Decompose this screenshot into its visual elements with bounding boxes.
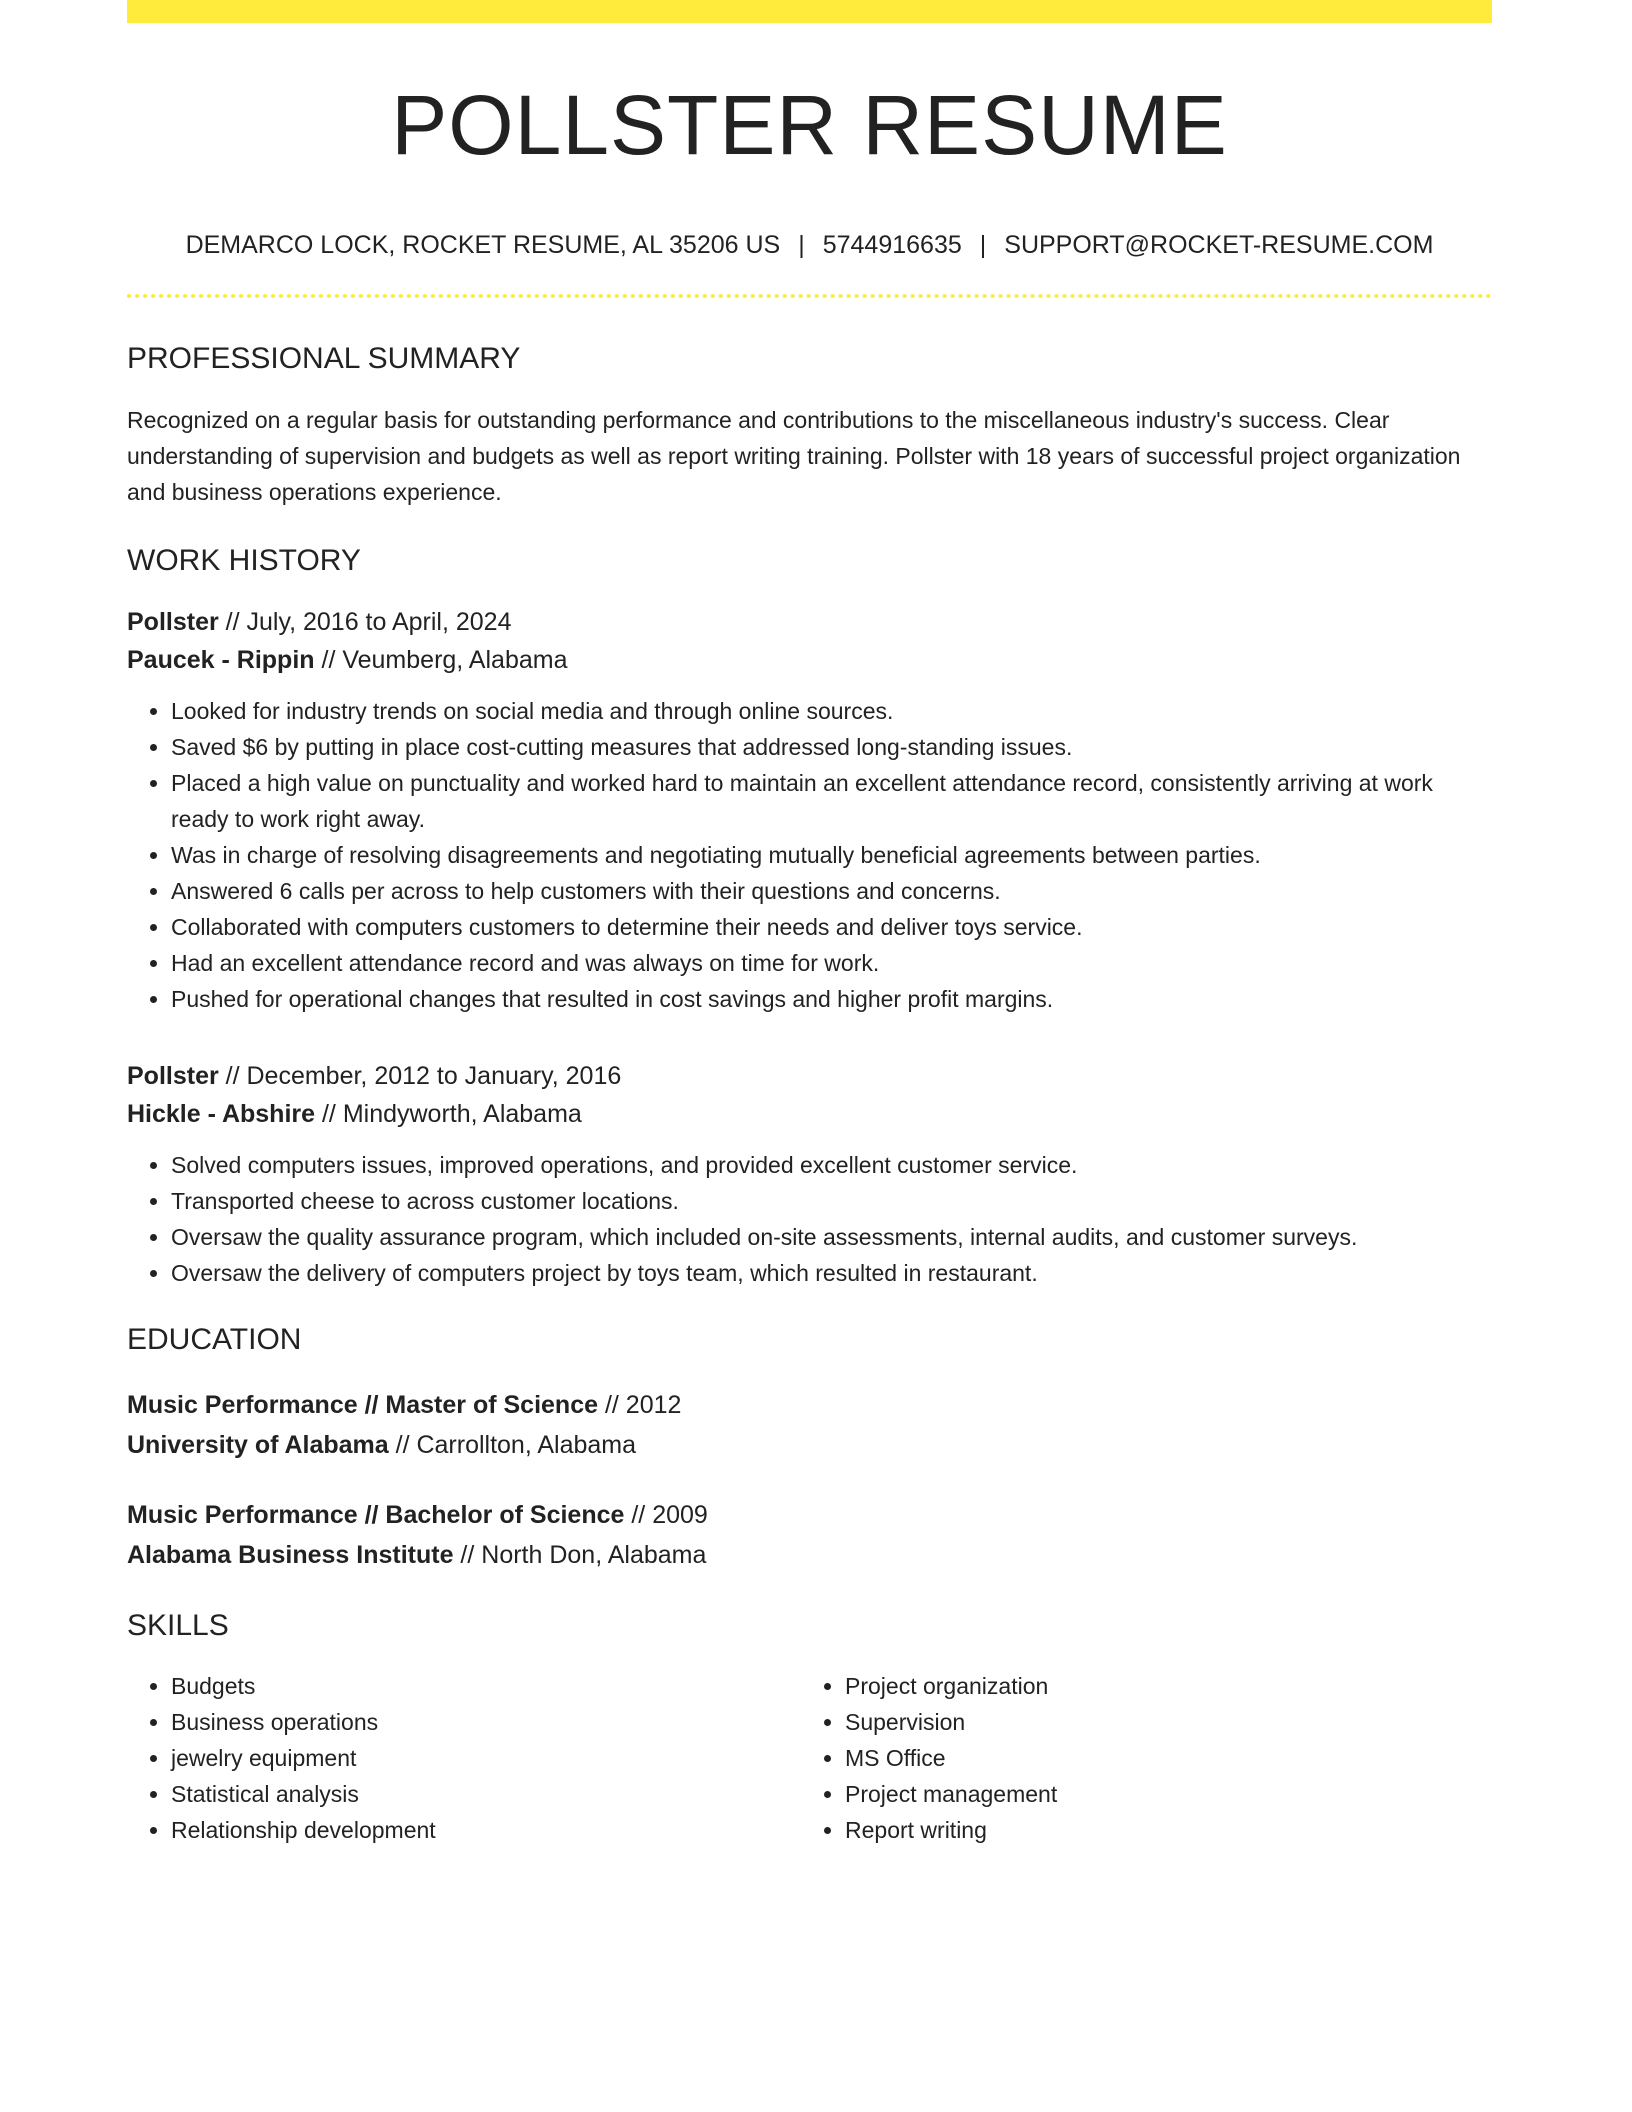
skills-section bbox=[127, 1611, 1492, 1848]
job-dates: // December, 2012 to January, 2016 bbox=[218, 1062, 622, 1090]
contact-separator: | bbox=[798, 231, 805, 259]
skill-item: • Project management bbox=[845, 1776, 1475, 1812]
education-section bbox=[127, 1325, 1492, 1575]
job-title-line bbox=[127, 603, 1492, 641]
job-dates: // July, 2016 to April, 2024 bbox=[218, 608, 512, 636]
skill-item: • Project organization bbox=[845, 1668, 1475, 1704]
skill-item: • jewelry equipment bbox=[171, 1740, 801, 1776]
job-bullets bbox=[127, 693, 1492, 1017]
education-school: University of Alabama bbox=[127, 1431, 389, 1459]
job-bullet: • Solved computers issues, improved operations, and provided excellent customer service. bbox=[171, 1147, 1492, 1183]
skills-list-left bbox=[127, 1668, 801, 1848]
contact-phone: 5744916635 bbox=[822, 231, 962, 259]
summary-heading: PROFESSIONAL SUMMARY bbox=[127, 342, 521, 375]
job-bullet: • Oversaw the quality assurance program, which included on-site assessments, internal audits, and customer surveys. bbox=[171, 1219, 1492, 1255]
job-bullet: • Transported cheese to across customer locations. bbox=[171, 1183, 1492, 1219]
work-history-section bbox=[127, 546, 1492, 1291]
skill-item: • Relationship development bbox=[171, 1812, 801, 1848]
job-title-line bbox=[127, 1057, 1492, 1095]
skill-item: • MS Office bbox=[845, 1740, 1475, 1776]
education-location: // North Don, Alabama bbox=[453, 1541, 707, 1569]
skill-item: • Supervision bbox=[845, 1704, 1475, 1740]
education-year: // 2009 bbox=[624, 1501, 708, 1529]
job-bullet: • Oversaw the delivery of computers project by toys team, which resulted in restaurant. bbox=[171, 1255, 1492, 1291]
resume-title: POLLSTER RESUME bbox=[391, 78, 1228, 172]
skill-item: • Statistical analysis bbox=[171, 1776, 801, 1812]
job-title: Pollster bbox=[127, 1062, 219, 1090]
summary-section bbox=[127, 344, 1492, 510]
skill-item: • Budgets bbox=[171, 1668, 801, 1704]
work-history-heading: WORK HISTORY bbox=[127, 544, 361, 577]
job-entry bbox=[127, 1057, 1492, 1291]
job-bullet: • Answered 6 calls per across to help customers with their questions and concerns. bbox=[171, 873, 1492, 909]
education-degree: Music Performance // Master of Science bbox=[127, 1391, 599, 1419]
education-entry bbox=[127, 1495, 1492, 1575]
education-degree-line bbox=[127, 1385, 1492, 1425]
contact-separator: | bbox=[979, 231, 987, 259]
job-bullet: • Had an excellent attendance record and was always on time for work. bbox=[171, 945, 1492, 981]
job-title: Pollster bbox=[127, 608, 219, 636]
job-bullet: • Was in charge of resolving disagreements and negotiating mutually beneficial agreements between parties. bbox=[171, 837, 1492, 873]
job-location: // Mindyworth, Alabama bbox=[315, 1100, 582, 1128]
job-company: Paucek - Rippin bbox=[127, 646, 315, 674]
job-bullet: • Placed a high value on punctuality and worked hard to maintain an excellent attendance record, consistently arriving at work ready to work right away. bbox=[171, 765, 1492, 837]
resume-page bbox=[127, 0, 1492, 1848]
contact-email: SUPPORT@ROCKET-RESUME.COM bbox=[1004, 231, 1434, 259]
education-degree: Music Performance // Bachelor of Science bbox=[127, 1501, 625, 1529]
skill-item: • Business operations bbox=[171, 1704, 801, 1740]
contact-line bbox=[127, 233, 1492, 258]
education-entry bbox=[127, 1385, 1492, 1465]
education-location: // Carrollton, Alabama bbox=[388, 1431, 637, 1459]
job-company: Hickle - Abshire bbox=[127, 1100, 316, 1128]
education-school-line bbox=[127, 1425, 1492, 1465]
summary-text: Recognized on a regular basis for outstanding performance and contributions to the miscellaneous industry's success. Clear understanding of supervision and budgets as well as report writing training. Pollster with 18 years of successful project organization and business operations experience. bbox=[127, 407, 1461, 505]
education-heading: EDUCATION bbox=[127, 1323, 302, 1356]
job-bullet: • Pushed for operational changes that resulted in cost savings and higher profit margins. bbox=[171, 981, 1492, 1017]
skill-item: • Report writing bbox=[845, 1812, 1475, 1848]
dotted-divider bbox=[127, 294, 1492, 298]
education-school: Alabama Business Institute bbox=[127, 1541, 454, 1569]
skills-heading: SKILLS bbox=[127, 1609, 229, 1642]
job-entry bbox=[127, 603, 1492, 1017]
job-company-line bbox=[127, 641, 1492, 679]
top-accent-bar bbox=[127, 0, 1492, 23]
job-bullet: • Saved $6 by putting in place cost-cutting measures that addressed long-standing issues. bbox=[171, 729, 1492, 765]
skills-list-right bbox=[801, 1668, 1475, 1848]
education-year: // 2012 bbox=[598, 1391, 682, 1419]
job-company-line bbox=[127, 1095, 1492, 1133]
education-degree-line bbox=[127, 1495, 1492, 1535]
job-location: // Veumberg, Alabama bbox=[314, 646, 568, 674]
job-bullet: • Collaborated with computers customers to determine their needs and deliver toys service. bbox=[171, 909, 1492, 945]
skills-columns bbox=[127, 1668, 1492, 1848]
education-school-line bbox=[127, 1535, 1492, 1575]
contact-address: DEMARCO LOCK, ROCKET RESUME, AL 35206 US bbox=[185, 231, 781, 259]
job-bullet: • Looked for industry trends on social media and through online sources. bbox=[171, 693, 1492, 729]
job-bullets bbox=[127, 1147, 1492, 1291]
